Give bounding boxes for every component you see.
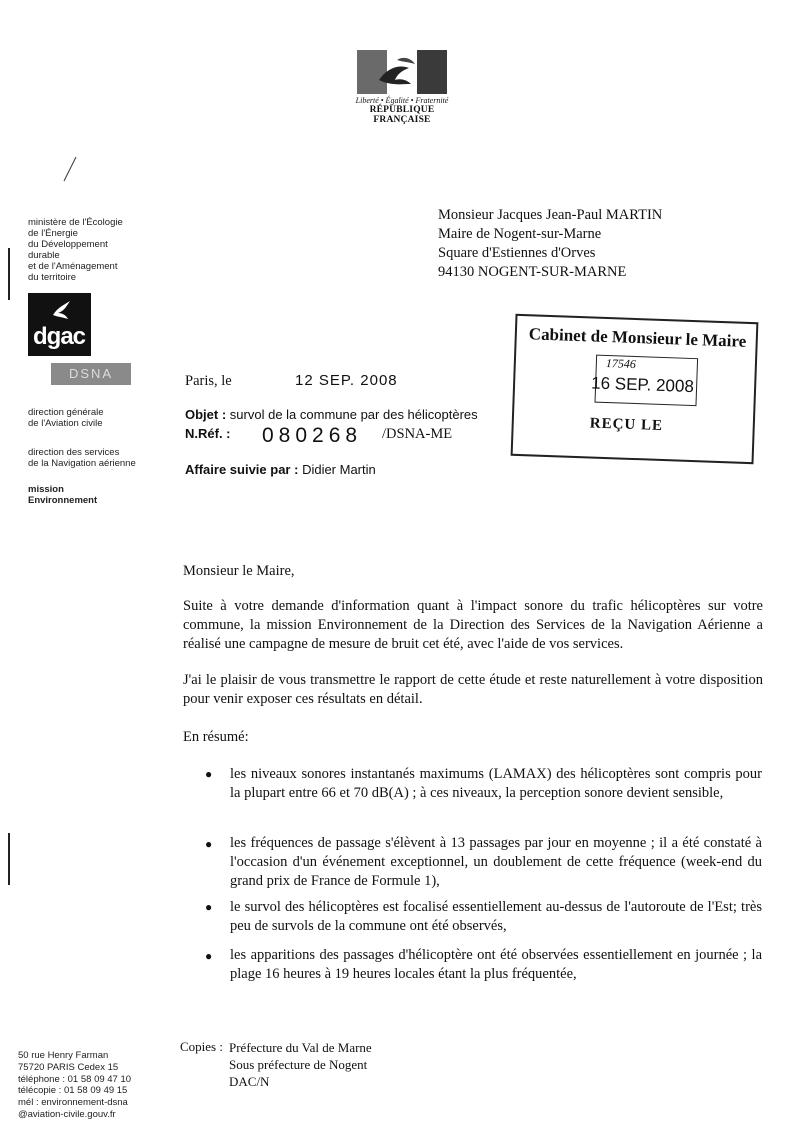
bird-icon (50, 297, 74, 321)
paragraph-2: J'ai le plaisir de vous transmettre le rapport de cette étude et reste naturellement à votre disposition pour venir exposer ces résultats en détail. (183, 672, 763, 707)
copies-line: Sous préfecture de Nogent (229, 1057, 368, 1072)
bullet-item: les niveaux sonores instantanés maximums (LAMAX) des hélicoptères sont compris pour la plupart entre 66 et 70 dB(A) ; à ces niveaux, la perception sonore devient sensible, (230, 766, 762, 801)
affaire-label: Affaire suivie par : (185, 462, 299, 477)
address-line: Monsieur Jacques Jean-Paul MARTIN (438, 207, 663, 223)
ministry-line: ministère de l'Écologie (28, 217, 123, 228)
bullet-icon: ● (205, 949, 213, 963)
affaire-line (185, 462, 376, 477)
address-line: 94130 NOGENT-SUR-MARNE (438, 264, 627, 280)
ministry-line: et de l'Aménagement (28, 261, 118, 272)
mission-line: mission (28, 484, 64, 495)
bullet-icon: ● (205, 837, 213, 851)
paragraph-1: Suite à votre demande d'information quant à l'impact sonore du trafic hélicoptères sur votre commune, la mission Environnement de la Direction des Services de la Navigation Aérienne a réalisé une campagne de mesure de bruit cet été, avec l'aide de vos services. (183, 598, 763, 652)
letter-date: 12 SEP. 2008 (295, 372, 398, 389)
ministry-line: du territoire (28, 272, 77, 283)
bullet-item: les fréquences de passage s'élèvent à 13 passages par jour en moyenne ; il a été constaté à l'occasion d'un événement exceptionnel, un doublement de cette fréquence (week-end du grand prix de France de Formule 1), (230, 835, 762, 889)
direction-line: direction générale (28, 407, 104, 418)
bullet-icon: ● (205, 767, 213, 781)
mission-block (28, 484, 97, 506)
dsna-logo: DSNA (51, 363, 131, 385)
copies-label: Copies : (180, 1039, 223, 1054)
address-line: Maire de Nogent-sur-Marne (438, 226, 602, 242)
ref-suffix: /DSNA-ME (382, 426, 453, 442)
contact-line: @aviation-civile.gouv.fr (18, 1108, 116, 1120)
ministry-line: du Développement (28, 239, 108, 250)
direction-line: direction des services (28, 447, 120, 458)
republic-name: RÉPUBLIQUE FRANÇAISE (369, 105, 435, 125)
ref-label: N.Réf. : (185, 426, 231, 441)
copies-line: Préfecture du Val de Marne (229, 1040, 372, 1055)
place-label: Paris, le (185, 373, 232, 389)
republique-francaise-logo (343, 50, 461, 125)
contact-block (18, 1050, 131, 1121)
contact-line: télécopie : 01 58 09 49 15 (18, 1085, 128, 1097)
direction-line: de l'Aviation civile (28, 418, 103, 429)
copies-list (229, 1039, 372, 1090)
scan-mark (8, 248, 10, 300)
copies-line: DAC/N (229, 1074, 270, 1089)
contact-line: mél : environnement-dsna (18, 1097, 128, 1109)
direction-line: de la Navigation aérienne (28, 458, 136, 469)
stamp-received-label: REÇU LE (589, 415, 664, 435)
stamp-handwritten-number: 17546 (605, 355, 637, 372)
received-stamp (511, 314, 759, 464)
recipient-address (438, 206, 662, 282)
ref-number: 080268 (262, 424, 363, 447)
contact-line: 75720 PARIS Cedex 15 (18, 1061, 119, 1073)
contact-line: téléphone : 01 58 09 47 10 (18, 1073, 132, 1085)
bullet-icon: ● (205, 900, 213, 914)
objet-text: survol de la commune par des hélicoptères (229, 407, 478, 422)
republic-motto: Liberté • Égalité • Fraternité (355, 96, 449, 105)
scan-stroke (60, 155, 80, 185)
mission-line: Environnement (28, 495, 98, 506)
direction-services (28, 447, 136, 469)
ministry-line: de l'Énergie (28, 228, 78, 239)
dgac-logo-text: dgac (33, 323, 86, 350)
affaire-name: Didier Martin (302, 462, 376, 477)
salutation: Monsieur le Maire, (183, 563, 295, 579)
dgac-logo (28, 293, 91, 356)
objet-line (185, 407, 478, 422)
stamp-date: 16 SEP. 2008 (590, 373, 695, 397)
objet-label: Objet : (185, 407, 227, 422)
summary-intro: En résumé: (183, 729, 249, 745)
ministry-line: durable (28, 250, 60, 261)
marianne-emblem-icon (357, 50, 447, 94)
bullet-item: les apparitions des passages d'hélicoptère ont été observées essentiellement en journée ; la plage 16 heures à 19 heures locales étant la plus fréquentée, (230, 947, 762, 982)
direction-generale (28, 407, 104, 429)
stamp-title: Cabinet de Monsieur le Maire (528, 324, 747, 351)
scan-mark (8, 833, 10, 885)
ministry-block (28, 217, 123, 283)
address-line: Square d'Estiennes d'Orves (438, 245, 596, 261)
bullet-item: le survol des hélicoptères est focalisé essentiellement au-dessus de l'autoroute de l'Est; très peu de survols de la commune ont été observés, (230, 899, 762, 934)
contact-line: 50 rue Henry Farman (18, 1050, 109, 1061)
